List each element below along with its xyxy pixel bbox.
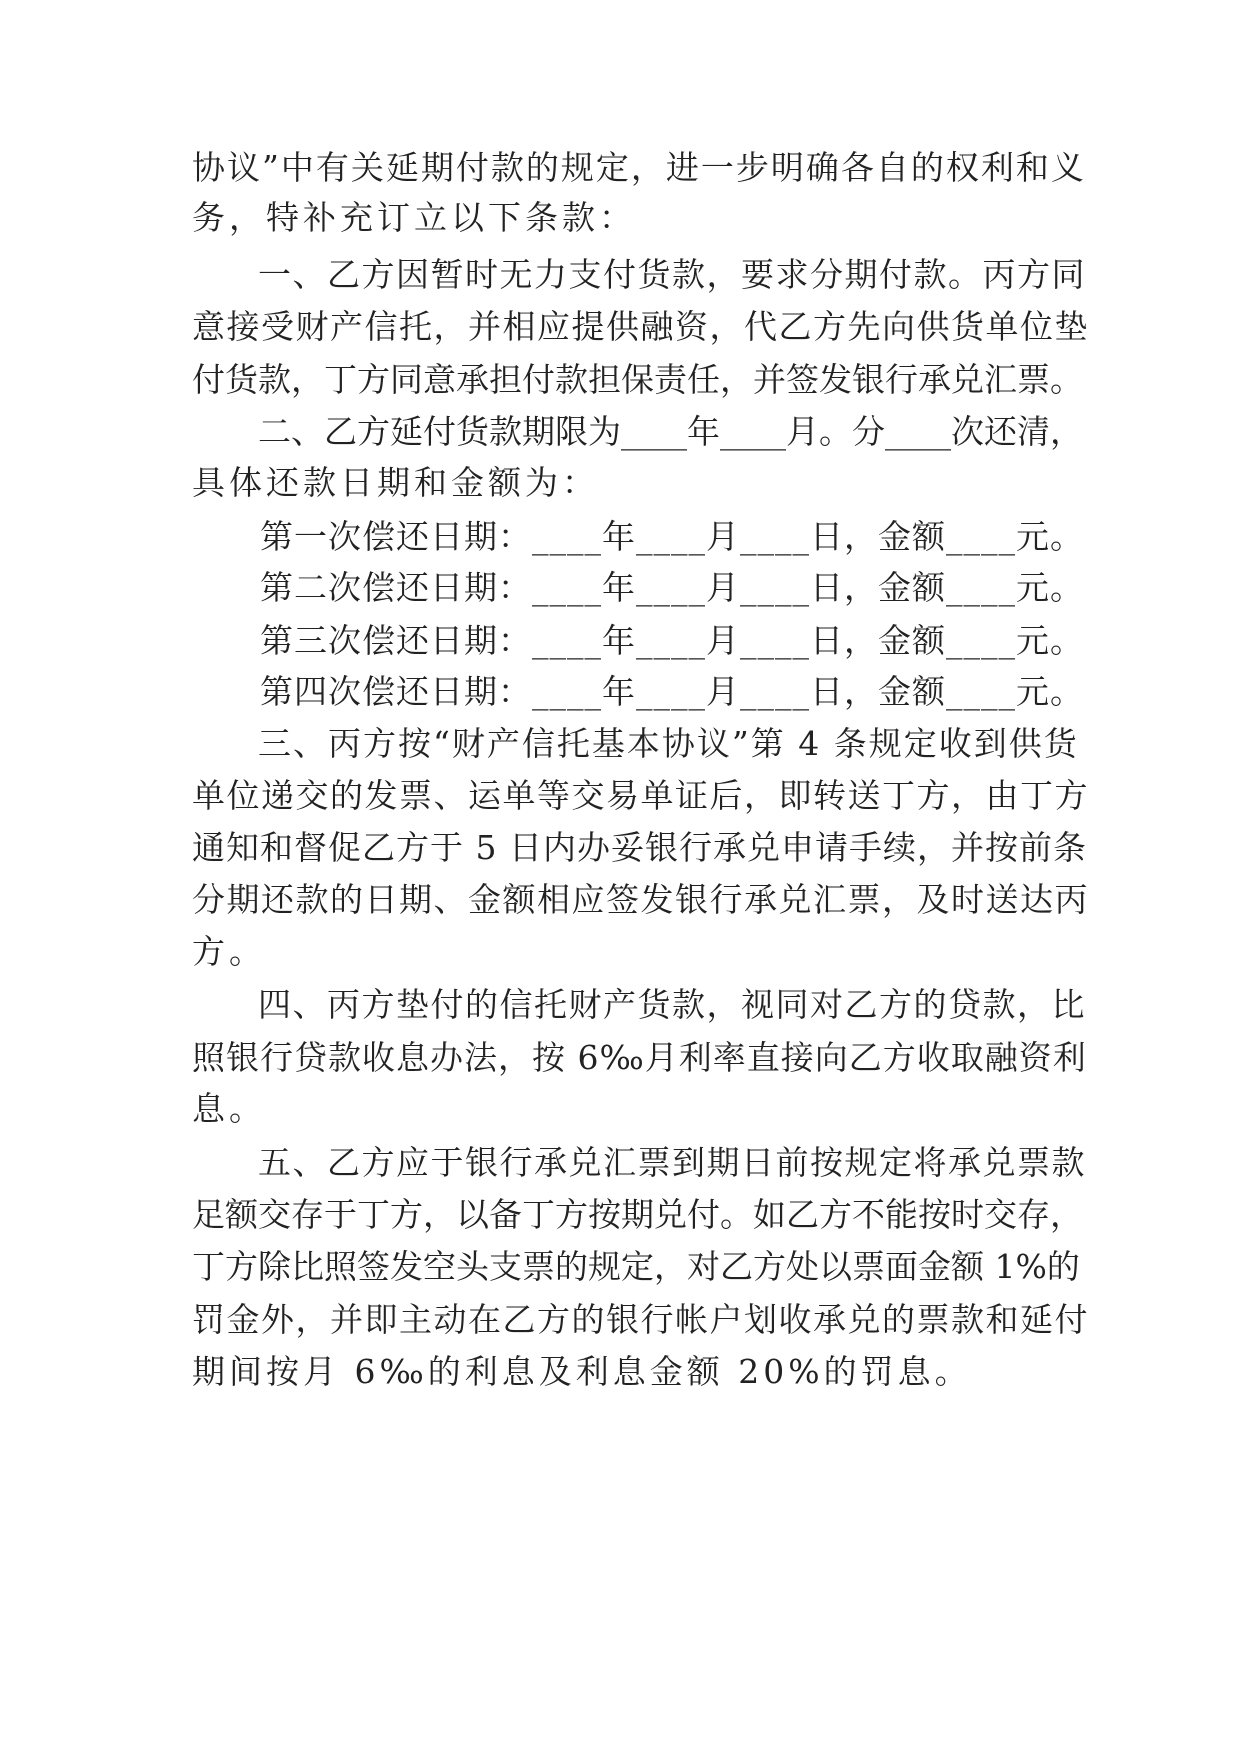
clause-4-line: 四、丙方垫付的信托财产货款，视同对乙方的贷款，比 [258, 985, 1086, 1024]
clause-5-line: 足额交存于丁方，以备丁方按期兑付。如乙方不能按时交存， [192, 1195, 1083, 1234]
repayment-line-1: 第一次偿还日期：____年____月____日，金额____元。 [260, 517, 1084, 556]
repayment-line-2: 第二次偿还日期：____年____月____日，金额____元。 [260, 568, 1084, 607]
clause-3-line: 方。 [192, 932, 266, 971]
clause-3-line: 通知和督促乙方于 5 日内办妥银行承兑申请手续，并按前条 [192, 828, 1087, 867]
clause-1-line: 付货款，丁方同意承担付款担保责任，并签发银行承兑汇票。 [192, 360, 1083, 399]
clause-5-line: 期间按月 6‰的利息及利息金额 20%的罚息。 [192, 1352, 972, 1391]
clause-1-line: 一、乙方因暂时无力支付货款，要求分期付款。丙方同 [258, 255, 1086, 294]
clause-4-line: 照银行贷款收息办法，按 6‰月利率直接向乙方收取融资利 [192, 1038, 1087, 1077]
clause-2-line: 二、乙方延付货款期限为____年____月。分____次还清， [258, 412, 1083, 451]
clause-5-line: 罚金外，并即主动在乙方的银行帐户划收承兑的票款和延付 [192, 1300, 1089, 1339]
repayment-line-4: 第四次偿还日期：____年____月____日，金额____元。 [260, 672, 1084, 711]
clause-3-line: 单位递交的发票、运单等交易单证后，即转送丁方，由丁方 [192, 776, 1089, 815]
clause-5-line: 五、乙方应于银行承兑汇票到期日前按规定将承兑票款 [258, 1143, 1086, 1182]
body-text-line: 协议”中有关延期付款的规定，进一步明确各自的权利和义 [192, 148, 1086, 187]
repayment-line-3: 第三次偿还日期：____年____月____日，金额____元。 [260, 621, 1084, 660]
clause-2-line: 具体还款日期和金额为： [192, 463, 599, 502]
clause-1-line: 意接受财产信托，并相应提供融资，代乙方先向供货单位垫 [192, 307, 1089, 346]
clause-4-line: 息。 [192, 1089, 266, 1128]
body-text-line: 务，特补充订立以下条款： [192, 198, 636, 237]
clause-5-line: 丁方除比照签发空头支票的规定，对乙方处以票面金额 1%的 [192, 1247, 1080, 1286]
clause-3-line: 分期还款的日期、金额相应签发银行承兑汇票，及时送达丙 [192, 880, 1089, 919]
clause-3-line: 三、丙方按“财产信托基本协议”第 4 条规定收到供货 [258, 724, 1079, 763]
